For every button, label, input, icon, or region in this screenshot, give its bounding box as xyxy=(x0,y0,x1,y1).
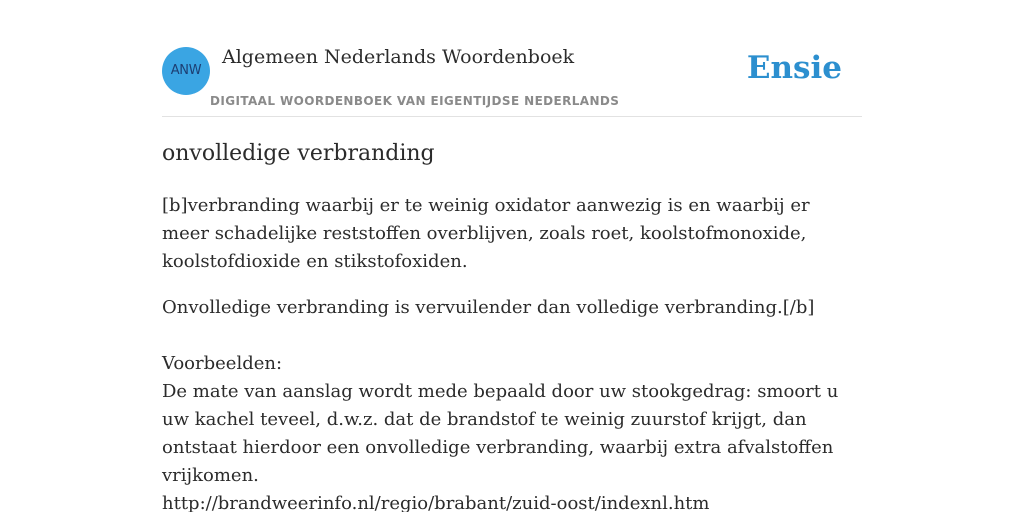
entry-sentence: Onvolledige verbranding is vervuilender dan volledige verbranding.[/b] xyxy=(162,297,815,318)
entry-definition: [b]verbranding waarbij er te weinig oxidator aanwezig is en waarbij er meer schadelijke reststoffen overblijven, zoals roet, koolstofmonoxide, koolstofdioxide en stikstofoxiden. xyxy=(162,195,810,272)
site-header xyxy=(162,0,862,117)
ensie-brand-logo[interactable]: Ensie xyxy=(746,50,842,86)
entry-term: onvolledige verbranding xyxy=(162,141,435,166)
site-title[interactable]: Algemeen Nederlands Woordenboek xyxy=(222,46,575,68)
anw-logo[interactable]: ANW xyxy=(162,47,210,95)
entry-content xyxy=(162,138,842,512)
examples-heading: Voorbeelden: xyxy=(162,353,283,374)
example-source-url: http://brandweerinfo.nl/regio/brabant/zuid-oost/indexnl.htm xyxy=(162,493,710,512)
site-subtitle: DIGITAAL WOORDENBOEK VAN EIGENTIJDSE NEDERLANDS xyxy=(210,94,620,108)
example-text: De mate van aanslag wordt mede bepaald door uw stookgedrag: smoort u uw kachel teveel, d.w.z. dat de brandstof te weinig zuurstof krijgt, dan ontstaat hierdoor een onvolledige verbranding, waarbij extra afvalstoffen vrijkomen. xyxy=(162,381,839,486)
